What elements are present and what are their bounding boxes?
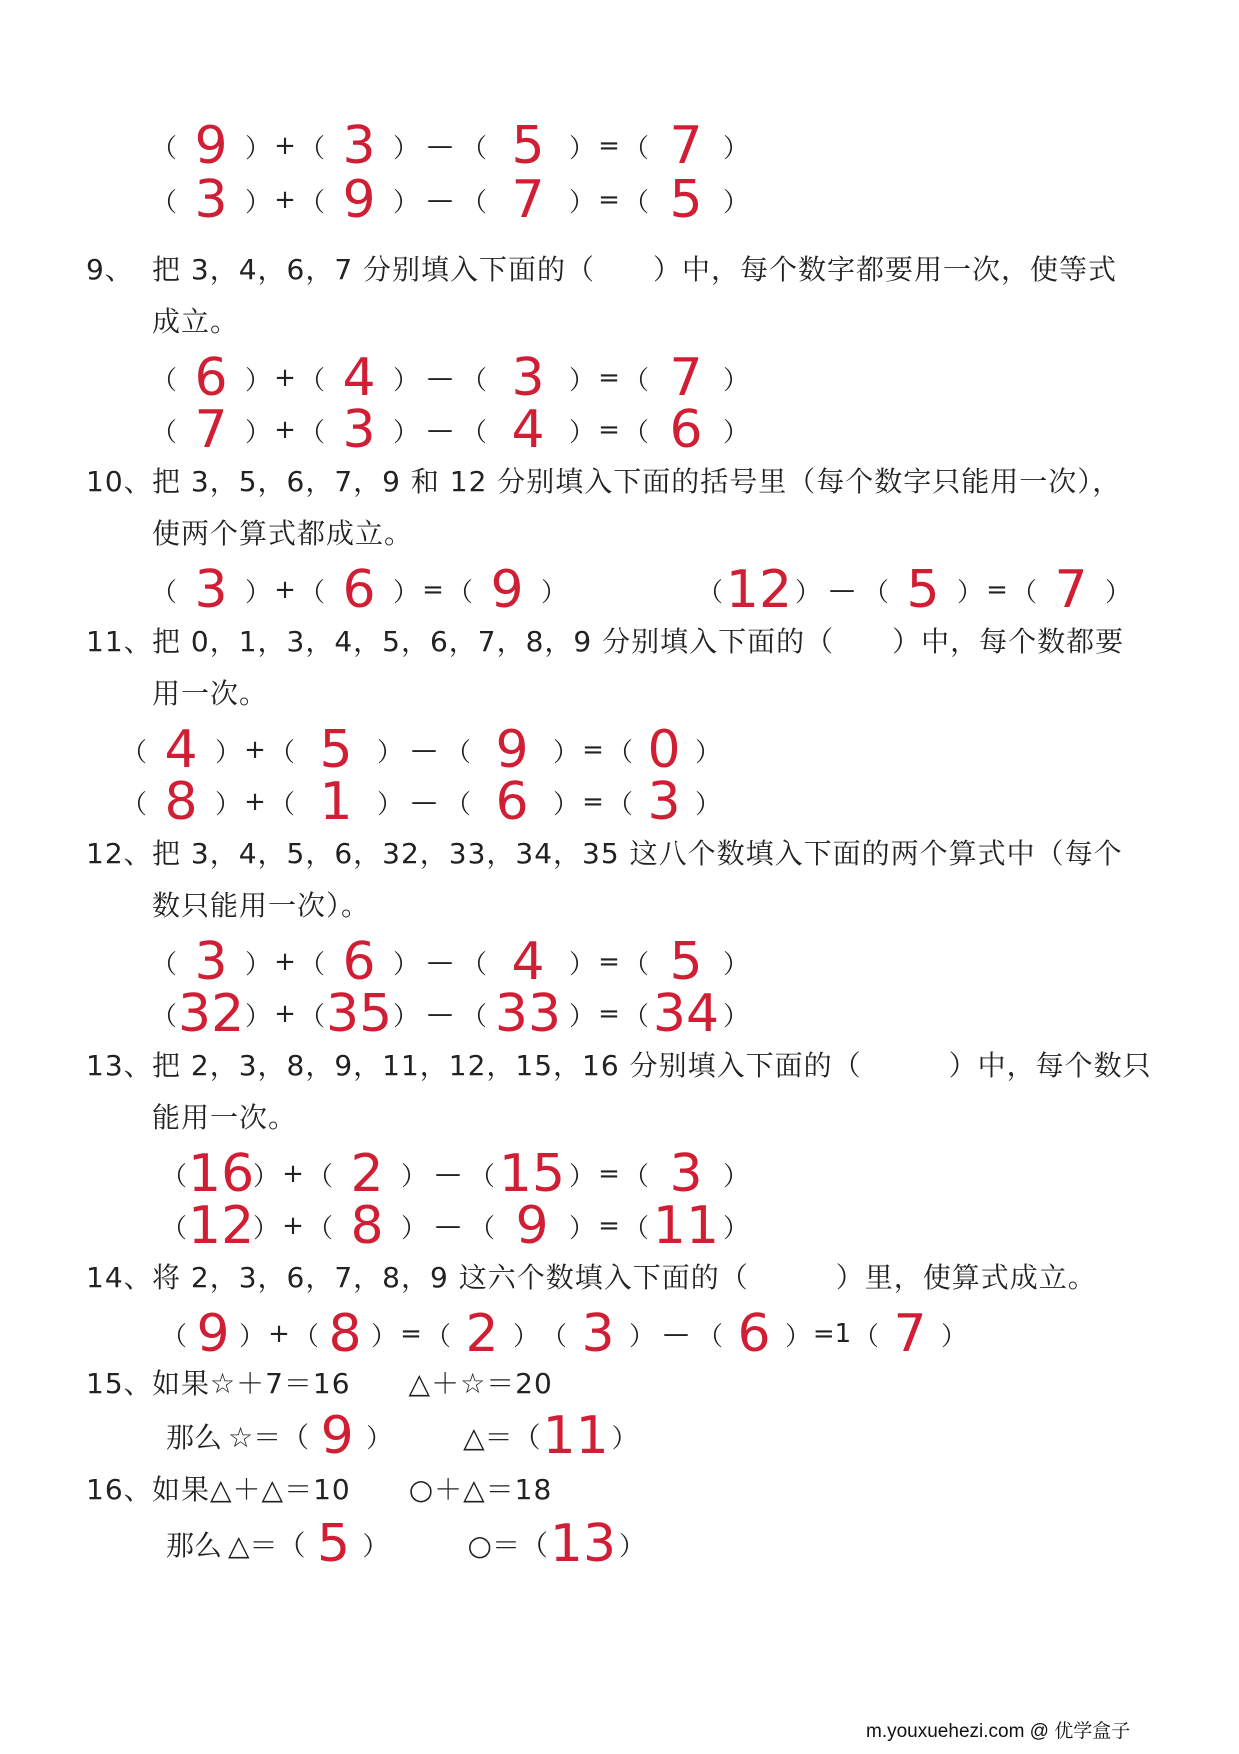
- question-number: 10、: [86, 465, 153, 498]
- right-paren: ）: [244, 133, 271, 164]
- equals-sign: =: [400, 1319, 422, 1349]
- left-paren: （: [160, 1161, 187, 1192]
- answer-blank: 11: [652, 1196, 720, 1256]
- minus-sign: —: [411, 735, 437, 765]
- answer-blank: 9: [196, 1304, 230, 1364]
- right-paren: ）: [238, 1321, 265, 1352]
- right-paren: ）: [628, 1321, 655, 1352]
- answer-blank: 13: [549, 1514, 617, 1574]
- left-paren: （: [852, 1321, 879, 1352]
- minus-sign: —: [411, 787, 437, 817]
- question-14: [86, 1258, 1097, 1298]
- plus-sign: +: [274, 185, 296, 215]
- answer-blank: 9: [342, 170, 376, 230]
- minus-sign: —: [435, 1159, 461, 1189]
- left-paren: （: [696, 577, 723, 608]
- q14-equation: [160, 1304, 968, 1364]
- question-13-cont: [152, 1098, 297, 1138]
- question-number: 11、: [86, 625, 153, 658]
- right-paren: ）: [568, 1001, 595, 1032]
- left-paren: （: [424, 1321, 451, 1352]
- left-paren: （: [622, 417, 649, 448]
- left-paren: （: [696, 1321, 723, 1352]
- right-paren: ）: [392, 417, 419, 448]
- answer-blank: 34: [652, 984, 720, 1044]
- right-paren: ）: [392, 365, 419, 396]
- right-paren: ）: [392, 1001, 419, 1032]
- answer-blank: 9: [495, 720, 529, 780]
- answer-blank: 2: [465, 1304, 499, 1364]
- question-text: 把 2，3，8，9，11，12，15，16 分别填入下面的（ ）中，每个数只: [152, 1049, 1152, 1082]
- answer-blank: 35: [326, 984, 393, 1044]
- plus-sign: +: [274, 947, 296, 977]
- plus-sign: +: [274, 415, 296, 445]
- question-15: [86, 1364, 553, 1404]
- q9-equation-1: [150, 348, 750, 408]
- right-paren: ）: [512, 1321, 539, 1352]
- question-text: 把 3，4，5，6，32，33，34，35 这八个数填入下面的两个算式中（每个: [152, 837, 1123, 870]
- right-paren: ）: [956, 577, 983, 608]
- left-paren: （: [120, 789, 147, 820]
- answer-blank: 6: [342, 560, 376, 620]
- circle-label: ○＝（: [467, 1529, 548, 1562]
- right-paren: ）: [722, 417, 749, 448]
- minus-sign: —: [427, 185, 453, 215]
- plus-sign: +: [274, 363, 296, 393]
- answer-blank: 5: [906, 560, 940, 620]
- plus-sign: +: [268, 1319, 290, 1349]
- left-paren: （: [150, 577, 177, 608]
- q16-answer-line: [166, 1514, 646, 1574]
- question-text: 数只能用一次）。: [152, 889, 371, 922]
- answer-blank: 12: [725, 560, 793, 620]
- question-13: [86, 1046, 1152, 1086]
- right-paren: ）: [694, 737, 721, 768]
- left-paren: （: [460, 949, 487, 980]
- right-paren: ）: [392, 577, 419, 608]
- answer-blank: 32: [178, 984, 245, 1044]
- minus-sign: —: [427, 415, 453, 445]
- answer-blank: 9: [194, 116, 228, 176]
- right-paren: ）: [722, 187, 749, 218]
- question-text: 成立。: [152, 305, 240, 338]
- left-paren: （: [160, 1321, 187, 1352]
- right-paren: ）: [722, 133, 749, 164]
- left-paren: （: [268, 737, 295, 768]
- left-paren: （: [622, 365, 649, 396]
- right-paren: ）: [252, 1213, 279, 1244]
- answer-blank: 5: [317, 1514, 351, 1574]
- right-paren: ）: [370, 1321, 397, 1352]
- equals-sign: =: [598, 999, 620, 1029]
- triangle-label: △＝（: [463, 1421, 541, 1454]
- question-text: 如果☆＋7＝16 △＋☆＝20: [152, 1367, 553, 1400]
- right-paren: ）: [694, 789, 721, 820]
- left-paren: （: [298, 365, 325, 396]
- answer-blank: 12: [188, 1196, 255, 1256]
- plus-sign: +: [244, 787, 266, 817]
- right-paren: ）: [784, 1321, 811, 1352]
- equals-sign: =: [598, 1159, 620, 1189]
- right-paren: ）: [568, 365, 595, 396]
- answer-blank: 4: [342, 348, 376, 408]
- q10-equation-b: [696, 560, 1132, 620]
- question-10-cont: [152, 514, 413, 554]
- left-paren: （: [606, 737, 633, 768]
- left-paren: （: [444, 737, 471, 768]
- left-paren: （: [1010, 577, 1037, 608]
- right-paren: ）: [376, 737, 403, 768]
- right-paren: ）: [722, 949, 749, 980]
- question-10: [86, 462, 1121, 502]
- right-paren: ）: [366, 1423, 393, 1454]
- question-number: 13、: [86, 1049, 153, 1082]
- equals-one: =1: [812, 1319, 852, 1349]
- q9-equation-2: [150, 400, 750, 460]
- question-number: 12、: [86, 837, 153, 870]
- footer-watermark: m.youxuehezi.com @ 优学盒子: [866, 1721, 1131, 1742]
- right-paren: ）: [722, 365, 749, 396]
- left-paren: （: [862, 577, 889, 608]
- answer-blank: 7: [194, 400, 228, 460]
- minus-sign: —: [427, 947, 453, 977]
- right-paren: ）: [244, 1001, 271, 1032]
- answer-blank: 7: [1054, 560, 1088, 620]
- right-paren: ）: [940, 1321, 967, 1352]
- question-number: 14、: [86, 1261, 153, 1294]
- answer-blank: 3: [342, 116, 376, 176]
- so-label: 那么: [166, 1529, 223, 1562]
- left-paren: （: [150, 949, 177, 980]
- answer-blank: 3: [342, 400, 376, 460]
- q11-equation-1: [120, 720, 722, 780]
- left-paren: （: [268, 789, 295, 820]
- equals-sign: =: [582, 735, 604, 765]
- right-paren: ）: [392, 187, 419, 218]
- answer-blank: 4: [511, 932, 545, 992]
- q10-equation-a: [150, 560, 568, 620]
- question-text: 使两个算式都成立。: [152, 517, 414, 550]
- equals-sign: =: [598, 415, 620, 445]
- plus-sign: +: [274, 999, 296, 1029]
- right-paren: ）: [400, 1161, 427, 1192]
- question-11: [86, 622, 1124, 662]
- left-paren: （: [606, 789, 633, 820]
- question-text: 把 0，1，3，4，5，6，7，8，9 分别填入下面的（ ）中，每个数都要: [152, 625, 1125, 658]
- answer-blank: 5: [669, 170, 703, 230]
- answer-blank: 6: [737, 1304, 771, 1364]
- answer-blank: 7: [893, 1304, 927, 1364]
- right-paren: ）: [540, 577, 567, 608]
- answer-blank: 1: [319, 772, 353, 832]
- plus-sign: +: [282, 1159, 304, 1189]
- left-paren: （: [460, 133, 487, 164]
- left-paren: （: [306, 1213, 333, 1244]
- left-paren: （: [446, 577, 473, 608]
- left-paren: （: [460, 365, 487, 396]
- right-paren: ）: [568, 187, 595, 218]
- right-paren: ）: [392, 133, 419, 164]
- answer-blank: 3: [194, 170, 228, 230]
- equals-sign: =: [582, 787, 604, 817]
- answer-blank: 6: [669, 400, 703, 460]
- left-paren: （: [298, 1001, 325, 1032]
- right-paren: ）: [244, 187, 271, 218]
- question-text: 把 3，4，6，7 分别填入下面的（ ）中，每个数字都要用一次，使等式: [152, 253, 1118, 286]
- right-paren: ）: [244, 365, 271, 396]
- answer-blank: 0: [647, 720, 681, 780]
- question-text: 能用一次。: [152, 1101, 298, 1134]
- question-11-cont: [152, 674, 268, 714]
- right-paren: ）: [568, 1213, 595, 1244]
- minus-sign: —: [435, 1211, 461, 1241]
- left-paren: （: [298, 949, 325, 980]
- answer-blank: 3: [647, 772, 681, 832]
- question-12: [86, 834, 1123, 874]
- left-paren: （: [298, 577, 325, 608]
- answer-blank: 5: [319, 720, 353, 780]
- right-paren: ）: [1104, 577, 1131, 608]
- left-paren: （: [150, 417, 177, 448]
- right-paren: ）: [214, 789, 241, 820]
- q13-equation-1: [160, 1144, 750, 1204]
- answer-blank: 6: [194, 348, 228, 408]
- question-text: 将 2，3，6，7，8，9 这六个数填入下面的（ ）里，使算式成立。: [152, 1261, 1097, 1294]
- right-paren: ）: [552, 737, 579, 768]
- answer-blank: 3: [511, 348, 545, 408]
- left-paren: （: [444, 789, 471, 820]
- left-paren: （: [150, 365, 177, 396]
- answer-blank: 2: [350, 1144, 384, 1204]
- plus-sign: +: [244, 735, 266, 765]
- left-paren: （: [298, 187, 325, 218]
- triangle-label: △＝（: [228, 1529, 306, 1562]
- answer-blank: 33: [494, 984, 562, 1044]
- answer-blank: 8: [350, 1196, 384, 1256]
- right-paren: ）: [244, 949, 271, 980]
- left-paren: （: [468, 1161, 495, 1192]
- q11-equation-2: [120, 772, 722, 832]
- answer-blank: 4: [511, 400, 545, 460]
- answer-blank: 7: [669, 116, 703, 176]
- answer-blank: 3: [669, 1144, 703, 1204]
- right-paren: ）: [568, 133, 595, 164]
- answer-blank: 9: [490, 560, 524, 620]
- left-paren: （: [298, 417, 325, 448]
- left-paren: （: [622, 1001, 649, 1032]
- answer-blank: 6: [495, 772, 529, 832]
- right-paren: ）: [376, 789, 403, 820]
- q12-equation-1: [150, 932, 750, 992]
- answer-blank: 3: [581, 1304, 615, 1364]
- left-paren: （: [468, 1213, 495, 1244]
- left-paren: （: [150, 1001, 177, 1032]
- left-paren: （: [460, 187, 487, 218]
- left-paren: （: [460, 417, 487, 448]
- question-12-cont: [152, 886, 370, 926]
- left-paren: （: [622, 1161, 649, 1192]
- left-paren: （: [540, 1321, 567, 1352]
- equals-sign: =: [986, 575, 1008, 605]
- answer-blank: 8: [164, 772, 198, 832]
- left-paren: （: [150, 187, 177, 218]
- plus-sign: +: [274, 131, 296, 161]
- question-9-cont: [152, 302, 239, 342]
- right-paren: ）: [794, 577, 821, 608]
- q8-equation-1: [150, 116, 750, 176]
- so-label: 那么: [166, 1421, 223, 1454]
- answer-blank: 5: [511, 116, 545, 176]
- q12-equation-2: [150, 984, 750, 1044]
- answer-blank: 16: [188, 1144, 255, 1204]
- left-paren: （: [460, 1001, 487, 1032]
- equals-sign: =: [598, 131, 620, 161]
- right-paren: ）: [618, 1531, 645, 1562]
- question-text: 如果△＋△＝10 ○＋△＝18: [152, 1473, 553, 1506]
- question-text: 用一次。: [152, 677, 269, 710]
- answer-blank: 5: [669, 932, 703, 992]
- minus-sign: —: [829, 575, 855, 605]
- left-paren: （: [120, 737, 147, 768]
- minus-sign: —: [427, 131, 453, 161]
- q15-answer-line: [166, 1406, 639, 1466]
- right-paren: ）: [722, 1001, 749, 1032]
- plus-sign: +: [274, 575, 296, 605]
- left-paren: （: [298, 133, 325, 164]
- minus-sign: —: [427, 999, 453, 1029]
- right-paren: ）: [362, 1531, 389, 1562]
- equals-sign: =: [598, 1211, 620, 1241]
- right-paren: ）: [611, 1423, 638, 1454]
- right-paren: ）: [568, 1161, 595, 1192]
- equals-sign: =: [598, 185, 620, 215]
- left-paren: （: [150, 133, 177, 164]
- equals-sign: =: [422, 575, 444, 605]
- question-number: 16、: [86, 1473, 153, 1506]
- answer-blank: 7: [669, 348, 703, 408]
- right-paren: ）: [400, 1213, 427, 1244]
- answer-blank: 7: [511, 170, 545, 230]
- answer-blank: 9: [320, 1406, 354, 1466]
- answer-blank: 11: [542, 1406, 609, 1466]
- left-paren: （: [292, 1321, 319, 1352]
- q8-equation-2: [150, 170, 750, 230]
- right-paren: ）: [244, 577, 271, 608]
- star-label: ☆＝（: [228, 1421, 310, 1454]
- left-paren: （: [622, 1213, 649, 1244]
- right-paren: ）: [722, 1213, 749, 1244]
- right-paren: ）: [392, 949, 419, 980]
- plus-sign: +: [282, 1211, 304, 1241]
- answer-blank: 3: [194, 560, 228, 620]
- right-paren: ）: [244, 417, 271, 448]
- answer-blank: 15: [498, 1144, 566, 1204]
- answer-blank: 8: [328, 1304, 362, 1364]
- right-paren: ）: [568, 949, 595, 980]
- right-paren: ）: [568, 417, 595, 448]
- question-16: [86, 1470, 552, 1510]
- question-text: 把 3，5，6，7，9 和 12 分别填入下面的括号里（每个数字只能用一次），: [152, 465, 1122, 498]
- question-number: 9、: [86, 253, 134, 286]
- left-paren: （: [160, 1213, 187, 1244]
- right-paren: ）: [722, 1161, 749, 1192]
- left-paren: （: [306, 1161, 333, 1192]
- minus-sign: —: [427, 363, 453, 393]
- right-paren: ）: [252, 1161, 279, 1192]
- left-paren: （: [622, 949, 649, 980]
- left-paren: （: [622, 133, 649, 164]
- answer-blank: 4: [164, 720, 198, 780]
- minus-sign: —: [663, 1319, 689, 1349]
- right-paren: ）: [552, 789, 579, 820]
- question-number: 15、: [86, 1367, 153, 1400]
- equals-sign: =: [598, 363, 620, 393]
- answer-blank: 6: [342, 932, 376, 992]
- question-9: [86, 250, 1117, 290]
- answer-blank: 3: [194, 932, 228, 992]
- left-paren: （: [622, 187, 649, 218]
- equals-sign: =: [598, 947, 620, 977]
- q13-equation-2: [160, 1196, 750, 1256]
- right-paren: ）: [214, 737, 241, 768]
- answer-blank: 9: [515, 1196, 549, 1256]
